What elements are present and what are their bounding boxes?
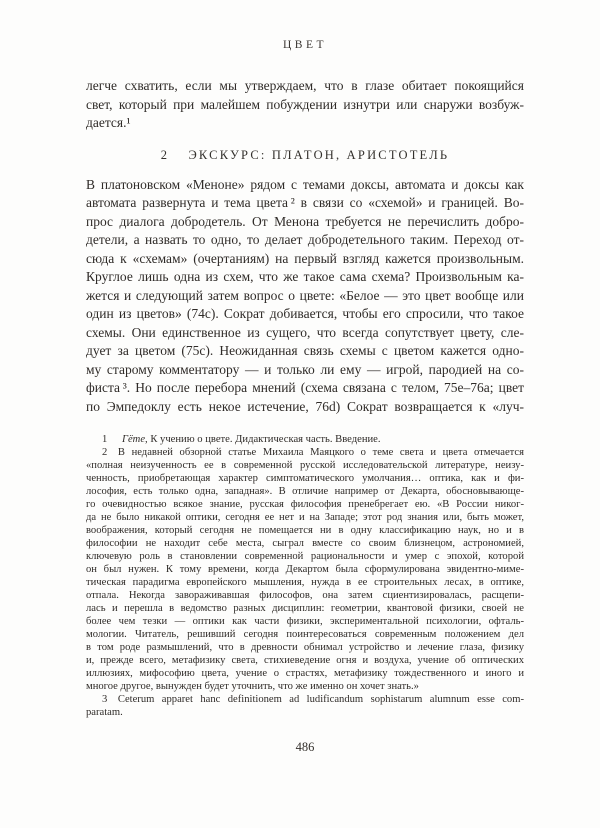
text-line: 2 В недавней обзорной статье Михаила Маяцкого о теме света и цвета отмечается (102, 447, 524, 458)
text-line: автомата развернута и тема цвета ² в связи со «схемой» и границей. Во- (86, 195, 524, 210)
text-line: прос диалога добродетель. От Менона требуется не перечислить добро- (86, 213, 524, 229)
running-head: ЦВЕТ (282, 39, 328, 51)
intro-paragraph (86, 77, 524, 133)
text-line: лософия, есть только одна, западная». В отличие например от Декарта, обосновывающе- (86, 486, 524, 497)
text-line: в том роде размышлений, что в древности обнимал устройство и лечение глаза, физику (86, 642, 524, 653)
body-paragraph (86, 176, 524, 417)
text-line: по Эмпедоклу есть некое истечение, 76d) Сократ возвращается к «луч- (86, 398, 524, 414)
text-line: многое другое, вынужден будет уточнить, что же именно он хочет знать.» (86, 681, 419, 692)
text-line: лась и перешла в ведомство разных дисциплин: геометрии, квантовой физики, своей не (86, 603, 524, 614)
text-line: легче схватить, если мы утверждаем, что в глазе обитает покоящийся (86, 78, 524, 93)
text-line: сюда к «схемам» (очертаниям) на первый взгляд кажется произвольным. (86, 250, 524, 266)
footnote-2 (86, 446, 524, 693)
text-line: воображения, который сегодня не помещается ни в одну классификацию наук, но и в (86, 525, 524, 536)
text-line: ключевую роль в становлении современной рациональности и умер с эпохой, которой (86, 551, 524, 562)
text-line: фиста ³. Но после перебора мнений (схема связана с телом, 75e–76a; цвет (86, 380, 524, 395)
text-line: схемы. Они единственное из сущего, что всегда сопутствует цвету, сле- (86, 324, 524, 340)
text-line: му старому комментатору — и только ли ему — игрой, пародией на со- (86, 361, 524, 377)
text-line: «полная неизученность ее в современной русской исследовательской литературе, неизу- (86, 460, 524, 471)
footnotes-block (86, 433, 524, 719)
text-line: paratam. (86, 707, 123, 718)
text-line: да не было никакой оптики, сегодня ее нет и на Западе; этот род знания или, быть может, (86, 512, 524, 523)
footnote-1-text: К учению о цвете. Дидактическая часть. Введение. (150, 434, 381, 445)
text-line: философии не находит себе места, сыграл вместе со своим близнецом, астрономией, (86, 538, 524, 549)
text-line: отпала. Некогда завораживавшая философов, она затем сциентизировалась, расщепи- (86, 590, 524, 601)
text-line: иллюзиях, мифософию цвета, учение о страстях, метафизику тождественного и иного и (86, 668, 524, 679)
text-line: 3 Ceterum apparet hanc definitionem ad ludificandum sophistarum alumnum esse com- (102, 694, 524, 705)
text-line: Круглое лишь одна из схем, что же такое сама схема? Произвольным ка- (86, 269, 524, 284)
text-line: го очевидностью всякое знание, русская философия пренебрегает ею. «В России никог- (86, 499, 524, 510)
footnote-1-author: Гёте, (121, 434, 148, 445)
text-line: мологии. Читатель, решивший сегодня поинтересоваться современным положением дел (86, 629, 524, 640)
page-number: 486 (295, 740, 315, 754)
text-line: тическая парадигма европейского мышления, нужда в ее строительных лесах, в оптике, (86, 577, 524, 588)
footnote-1-marker: 1 (102, 434, 108, 445)
text-line: дается.¹ (86, 115, 131, 130)
text-line: детели, а назвать то одно, то делает добродетельного таким. Переход от- (86, 232, 524, 247)
footnote-1 (86, 433, 524, 446)
text-line: жется и следующий затем вопрос о цвете: «Белое — это цвет вообще или (86, 287, 524, 303)
text-line: он был нужен. К тому времени, когда Декартом была сформулирована эвидентно-миме- (86, 564, 524, 575)
text-line: ченность, приобретающая характер симптоматического умолчания… оптика, как и фи- (86, 473, 524, 484)
footnote-3 (86, 693, 524, 719)
section-number: 2 (160, 147, 170, 162)
text-line: В платоновском «Меноне» рядом с темами доксы, автомата и доксы как (86, 176, 524, 192)
text-line: и, прежде всего, метафизику света, стихиеведение огня и воздуха, учение об оптических (86, 655, 524, 666)
text-line: более чем тезки — оптики как части физики, экспериментальной психологии, офталь- (86, 616, 524, 627)
section-title: ЭКСКУРС: ПЛАТОН, АРИСТОТЕЛЬ (188, 147, 450, 162)
text-line: дует за цветом (75c). Неожиданная связь схемы с цветом кажется одно- (86, 343, 524, 358)
text-line: один из цветов» (74c). Сократ добивается, чтобы его спросили, что такое (86, 306, 524, 321)
text-line: свет, который при малейшем побуждении изнутри или снаружи возбуж- (86, 96, 524, 112)
section-heading (86, 148, 524, 163)
